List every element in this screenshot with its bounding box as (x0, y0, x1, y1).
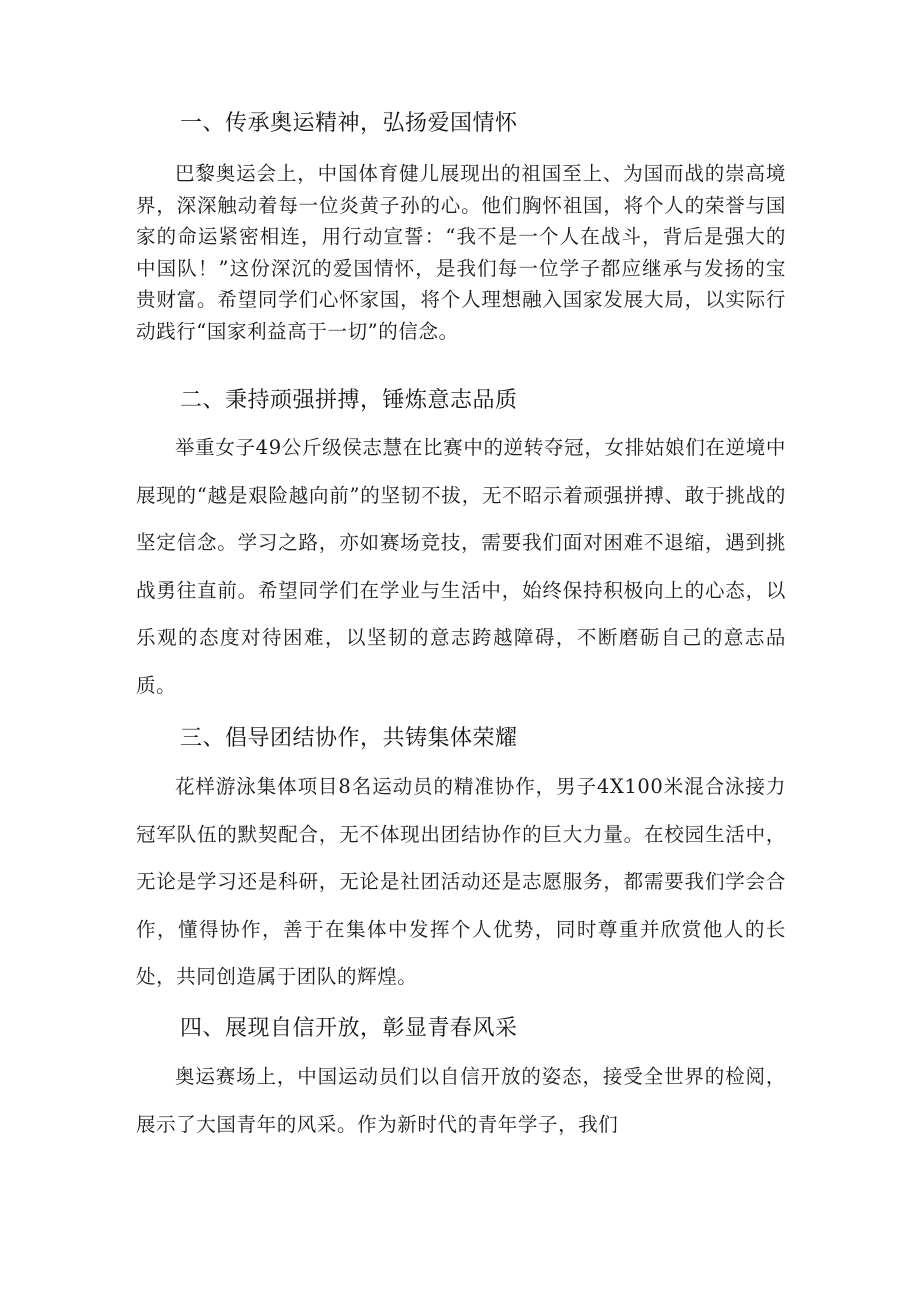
section-paragraph-3: 花样游泳集体项目8名运动员的精准协作，男子4X100米混合泳接力冠军队伍的默契配合，无不体现出团结协作的巨大力量。在校园生活中，无论是学习还是科研，无论是社团活动还是志愿服务，都需要我们学会合作，懂得协作，善于在集体中发挥个人优势，同时尊重并欣赏他人的长处，共同创造属于团队的辉煌。 (136, 775, 786, 988)
section-heading-3: 三、倡导团结协作，共铸集体荣耀 (180, 726, 518, 751)
section-heading-4: 四、展现自信开放，彰显青春风采 (180, 1016, 518, 1041)
section-paragraph-2: 举重女子49公斤级侯志慧在比赛中的逆转夺冠，女排姑娘们在逆境中展现的“越是艰险越向前”的坚韧不拔，无不昭示着顽强拼搏、敢于挑战的坚定信念。学习之路，亦如赛场竞技，需要我们面对困难不退缩，遇到挑战勇往直前。希望同学们在学业与生活中，始终保持积极向上的心态，以乐观的态度对待困难，以坚韧的意志跨越障碍，不断磨砺自己的意志品质。 (136, 436, 786, 697)
section-paragraph-1: 巴黎奥运会上，中国体育健儿展现出的祖国至上、为国而战的崇高境界，深深触动着每一位炎黄子孙的心。他们胸怀祖国，将个人的荣誉与国家的命运紧密相连，用行动宣誓：“我不是一个人在战斗，背后是强大的中国队！”这份深沉的爱国情怀，是我们每一位学子都应继承与发扬的宝贵财富。希望同学们心怀家国，将个人理想融入国家发展大局，以实际行动践行“国家利益高于一切”的信念。 (136, 162, 786, 343)
section-heading-1: 一、传承奥运精神，弘扬爱国情怀 (180, 111, 518, 136)
section-paragraph-4: 奥运赛场上，中国运动员们以自信开放的姿态，接受全世界的检阅，展示了大国青年的风采。作为新时代的青年学子，我们 (136, 1065, 786, 1136)
section-heading-2: 二、秉持顽强拼搏，锤炼意志品质 (180, 388, 518, 413)
